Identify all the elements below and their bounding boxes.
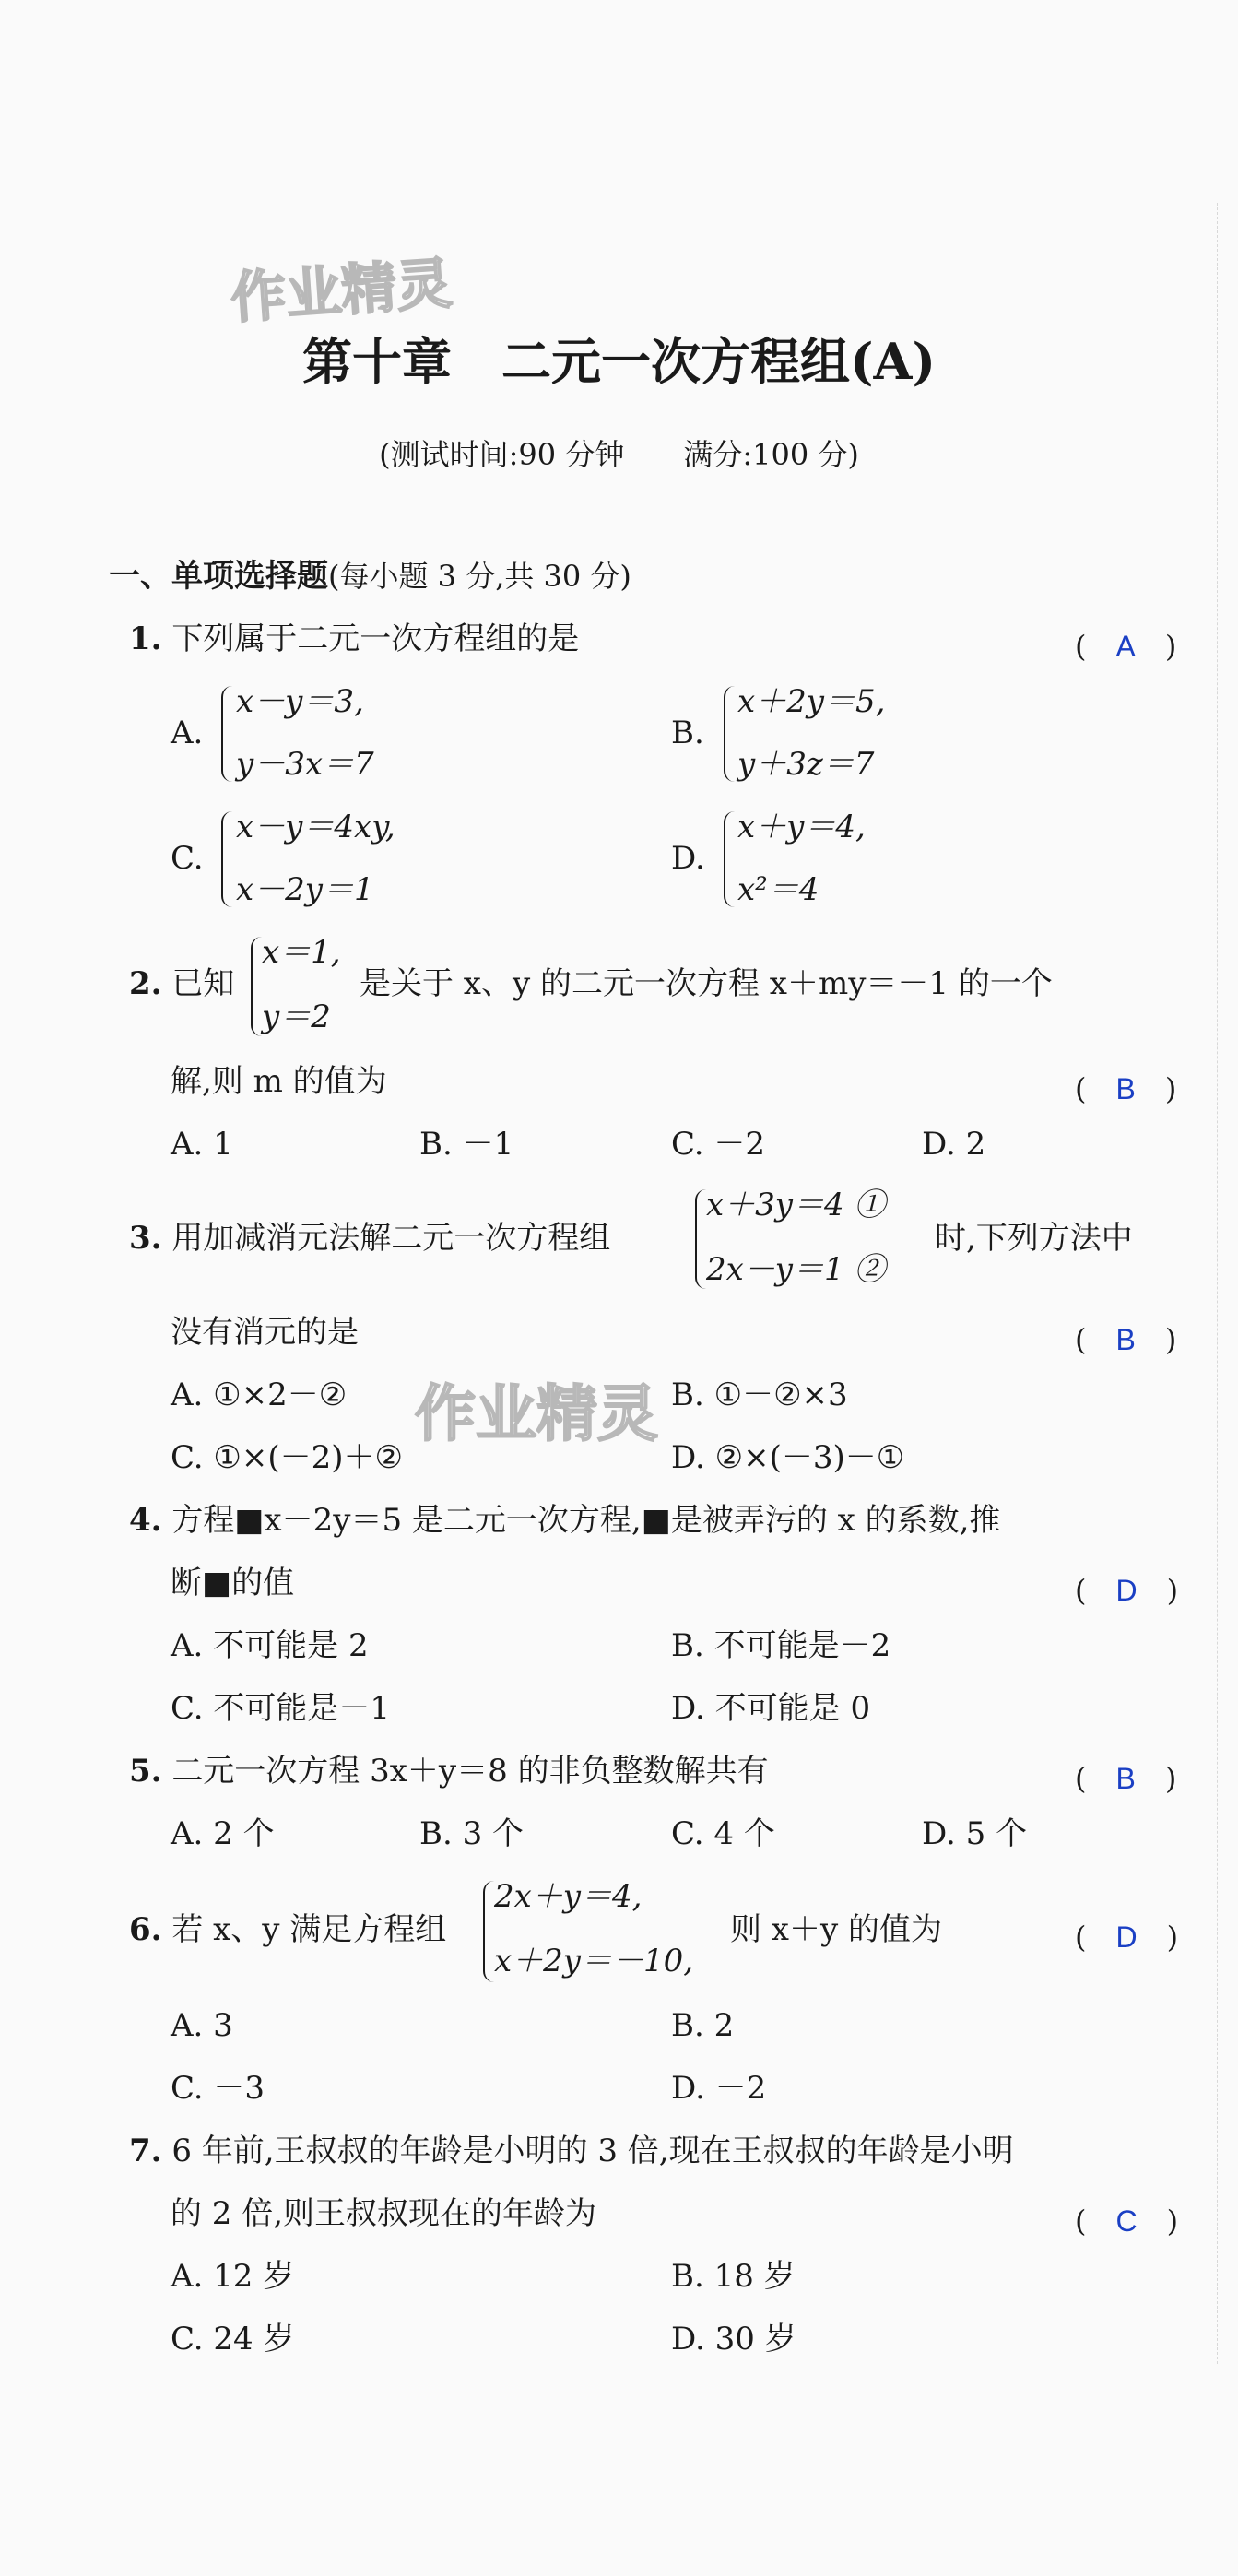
question-stem-line2: 的 2 倍,则王叔叔现在的年龄为 — [171, 2195, 597, 2232]
brace-icon — [221, 686, 232, 782]
option-1d-line1: x＋y＝4, — [737, 809, 866, 845]
option-1b-line1: x＋2y＝5, — [737, 683, 886, 720]
option-3d: D. ②×(－3)－① — [671, 1439, 905, 1476]
question-stem-continued: 时,下列方法中 — [935, 1220, 1133, 1257]
question-stem: 已知 — [171, 965, 235, 1002]
answer-value: D — [1115, 1574, 1138, 1607]
answer-slot-4: ( D ) — [1075, 1573, 1179, 1608]
brace-icon — [724, 686, 735, 782]
question-stem-line2: 断■的值 — [171, 1565, 295, 1601]
question-number: 2. — [129, 965, 162, 1002]
question-stem-line2: 没有消元的是 — [171, 1314, 359, 1351]
question-number: 1. — [129, 620, 162, 657]
system-line-2: 2x－y＝1 ② — [706, 1251, 886, 1288]
question-2 — [129, 965, 235, 1002]
option-7b: B. 18 岁 — [671, 2258, 796, 2295]
section-label: 一、单项选择题 — [109, 558, 328, 595]
option-1a-line1: x－y＝3, — [236, 683, 364, 720]
answer-slot-5: ( B ) — [1075, 1761, 1177, 1796]
question-5 — [129, 1753, 769, 1790]
option-2d: D. 2 — [922, 1126, 986, 1163]
brace-icon — [483, 1881, 494, 1982]
option-5a: A. 2 个 — [171, 1815, 275, 1852]
question-number: 6. — [129, 1911, 162, 1948]
answer-value: A — [1115, 630, 1136, 663]
option-1d-label: D. — [671, 840, 705, 877]
option-3b: B. ①－②×3 — [671, 1377, 848, 1413]
option-1c-line1: x－y＝4xy, — [236, 809, 395, 845]
option-3a: A. ①×2－② — [171, 1377, 348, 1413]
question-stem: 下列属于二元一次方程组的是 — [171, 620, 580, 657]
system-line-1: 2x＋y＝4, — [494, 1878, 643, 1915]
brace-icon — [221, 811, 232, 907]
option-4d: D. 不可能是 0 — [671, 1690, 871, 1727]
option-4a: A. 不可能是 2 — [171, 1627, 369, 1664]
option-1c-line2: x－2y＝1 — [236, 871, 374, 908]
question-4 — [129, 1502, 1001, 1539]
option-6d: D. －2 — [671, 2070, 767, 2107]
section-heading — [109, 558, 631, 595]
answer-value: C — [1115, 2204, 1138, 2238]
answer-value: B — [1115, 1072, 1136, 1105]
answer-slot-2: ( B ) — [1075, 1071, 1177, 1106]
question-number: 4. — [129, 1502, 162, 1539]
option-5c: C. 4 个 — [671, 1815, 775, 1852]
page-edge-rule — [1217, 203, 1218, 2364]
option-7c: C. 24 岁 — [171, 2321, 295, 2357]
option-2a: A. 1 — [171, 1126, 233, 1163]
question-1 — [129, 620, 580, 657]
question-3 — [129, 1220, 611, 1257]
option-1a-line2: y－3x＝7 — [236, 746, 374, 783]
option-1c-label: C. — [171, 840, 204, 877]
option-6a: A. 3 — [171, 2007, 233, 2044]
system-line-2: y＝2 — [262, 998, 331, 1035]
option-7d: D. 30 岁 — [671, 2321, 796, 2357]
question-7 — [129, 2135, 1014, 2167]
question-number: 7. — [129, 2133, 162, 2169]
question-stem: 方程■x－2y＝5 是二元一次方程,■是被弄污的 x 的系数,推 — [171, 1502, 1001, 1539]
question-stem: 若 x、y 满足方程组 — [171, 1911, 447, 1948]
page-title: 第十章 二元一次方程组(A) — [302, 332, 936, 391]
option-1b-line2: y＋3z＝7 — [737, 746, 875, 783]
watermark-top: 作业精灵 — [229, 251, 454, 332]
system-line-1: x＝1, — [262, 934, 341, 971]
brace-icon — [724, 811, 735, 907]
section-note: (每小题 3 分,共 30 分) — [328, 559, 631, 594]
option-6c: C. －3 — [171, 2070, 265, 2107]
answer-value: B — [1115, 1762, 1136, 1795]
brace-icon — [251, 937, 262, 1036]
option-4b: B. 不可能是－2 — [671, 1627, 891, 1664]
answer-value: B — [1115, 1323, 1136, 1356]
answer-slot-1: ( A ) — [1075, 629, 1177, 664]
option-6b: B. 2 — [671, 2007, 735, 2044]
option-4c: C. 不可能是－1 — [171, 1690, 391, 1727]
option-3c: C. ①×(－2)＋② — [171, 1439, 404, 1476]
question-stem: 二元一次方程 3x＋y＝8 的非负整数解共有 — [171, 1753, 769, 1790]
answer-value: D — [1115, 1920, 1138, 1954]
watermark-middle: 作业精灵 — [415, 1378, 658, 1449]
option-5d: D. 5 个 — [922, 1815, 1028, 1852]
question-stem-continued: 则 x＋y 的值为 — [730, 1911, 942, 1948]
system-line-2: x＋2y＝－10, — [494, 1943, 694, 1979]
question-6 — [129, 1911, 447, 1948]
option-2c: C. －2 — [671, 1126, 766, 1163]
page-subtitle: (测试时间:90 分钟 满分:100 分) — [379, 437, 859, 472]
option-2b: B. －1 — [419, 1126, 514, 1163]
option-7a: A. 12 岁 — [171, 2258, 295, 2295]
answer-slot-6: ( D ) — [1075, 1920, 1179, 1955]
answer-slot-3: ( B ) — [1075, 1322, 1177, 1357]
system-line-1: x＋3y＝4 ① — [706, 1187, 886, 1223]
option-1b-label: B. — [671, 715, 704, 751]
question-stem: 6 年前,王叔叔的年龄是小明的 3 倍,现在王叔叔的年龄是小明 — [171, 2133, 1014, 2169]
question-number: 5. — [129, 1753, 162, 1790]
question-stem-continued: 是关于 x、y 的二元一次方程 x＋my＝－1 的一个 — [360, 965, 1053, 1002]
question-number: 3. — [129, 1220, 162, 1257]
option-5b: B. 3 个 — [419, 1815, 525, 1852]
brace-icon — [695, 1189, 706, 1289]
option-1d-line2: x²＝4 — [737, 871, 819, 908]
answer-slot-7: ( C ) — [1075, 2204, 1179, 2239]
question-stem-line2: 解,则 m 的值为 — [171, 1063, 387, 1100]
option-1a-label: A. — [171, 715, 204, 751]
question-stem: 用加减消元法解二元一次方程组 — [171, 1220, 611, 1257]
